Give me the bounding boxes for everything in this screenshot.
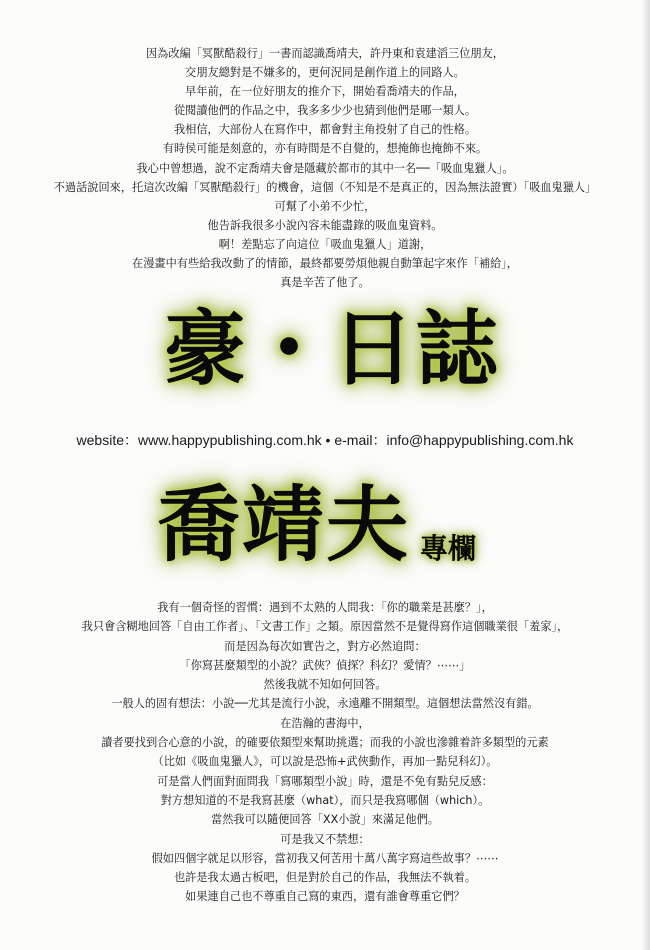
intro-line: 從閱讀他們的作品之中，我多多少少也猜到他們是哪一類人。 [173, 104, 477, 118]
intro-line: 在漫畫中有些給我改動了的情節，最終都要勞煩他親自動筆起字來作「補給」， [132, 257, 518, 271]
column-line: 「你寫甚麼類型的小說？武俠？偵探？科幻？愛情？⋯⋯」 [179, 658, 471, 672]
separator-dot: • [325, 432, 331, 448]
column-line: 而是因為每次如實告之，對方必然追問： [224, 639, 426, 653]
column-line: 可是我又不禁想： [280, 832, 370, 846]
intro-line: 因為改編「冥獸酷殺行」一書而認識喬靖夫，許丹東和袁建滔三位朋友， [145, 47, 504, 60]
column-line: 我只會含糊地回答「自由工作者」、「文書工作」之類。原因當然不是覺得寫作這個職業很「羞家」， [81, 620, 569, 634]
column-line: 讀者要找到合心意的小說，的確要依類型來幫助挑選；而我的小說也滲雜着許多類型的元素 [101, 736, 549, 750]
section-title-author: 喬靖夫 [158, 478, 411, 573]
intro-line: 不過話說回來，托這次改編「冥獸酷殺行」的機會，這個（不知是不是真正的，因為無法證實）「吸血鬼獵人」 [53, 180, 597, 194]
intro-line: 可幫了小弟不少忙， [274, 199, 376, 213]
intro-line: 交朋友總對是不嫌多的，更何況同是創作道上的同路人。 [185, 66, 465, 80]
email-link[interactable]: info@happypublishing.com.hk [386, 432, 574, 448]
column-line: 也許是我太過古板吧，但是對於自己的作品，我無法不執着。 [173, 871, 477, 885]
column-line: 如果連自己也不尊重自己寫的東西，還有誰會尊重它們？ [185, 890, 465, 904]
intro-paragraph [0, 44, 650, 292]
intro-line: 我相信，大部份人在寫作中，都會對主角投射了自己的性格。 [173, 123, 477, 137]
website-link[interactable]: www.happypublishing.com.hk [138, 432, 322, 448]
intro-line: 真是辛苦了他了。 [280, 276, 370, 290]
column-line: （比如《吸血鬼獵人》，可以說是恐怖+武俠動作，再加一點兒科幻）。 [152, 755, 498, 769]
intro-line: 有時侯可能是刻意的，亦有時間是不自覺的，想掩飾也掩飾不來。 [162, 142, 488, 156]
column-line: 當然我可以隨便回答「XX小說」來滿足他們。 [211, 813, 439, 827]
website-label: website： [76, 432, 138, 448]
column-line: 在浩瀚的書海中， [280, 716, 370, 730]
email-label: e-mail： [334, 432, 387, 448]
column-line: 我有一個奇怪的習慣：遇到不太熟的人問我：「你的職業是甚麼？」， [157, 601, 493, 614]
section-subtitle-column: 專欄 [420, 532, 477, 565]
column-line: 可是當人們面對面問我「寫哪類型小說」時，還是不免有點兒反感： [157, 774, 493, 788]
column-line: 然後我就不知如何回答。 [263, 678, 387, 692]
contact-line [0, 430, 650, 450]
intro-line: 我心中曾想過，說不定喬靖夫會是隱藏於都市的其中一名──「吸血鬼獵人」。 [136, 161, 514, 175]
column-line: 對方想知道的不是我寫甚麼（what），而只是我寫哪個（which）。 [160, 793, 490, 807]
section-title-diary: 豪・日誌 [164, 302, 501, 397]
intro-line: 早年前，在一位好朋友的推介下，開始看喬靖夫的作品， [185, 85, 465, 99]
column-line: 一般人的固有想法：小說──尤其是流行小說，永遠離不開類型。這個想法當然沒有錯。 [111, 697, 539, 711]
intro-line: 他告訴我很多小說內容未能盡錄的吸血鬼資料。 [207, 218, 443, 232]
intro-line: 啊！差點忘了向這位「吸血鬼獵人」道謝， [218, 237, 432, 251]
column-line: 假如四個字就足以形容，當初我又何苦用十萬八萬字寫這些故事？⋯⋯ [151, 851, 499, 865]
column-paragraph [0, 598, 650, 907]
